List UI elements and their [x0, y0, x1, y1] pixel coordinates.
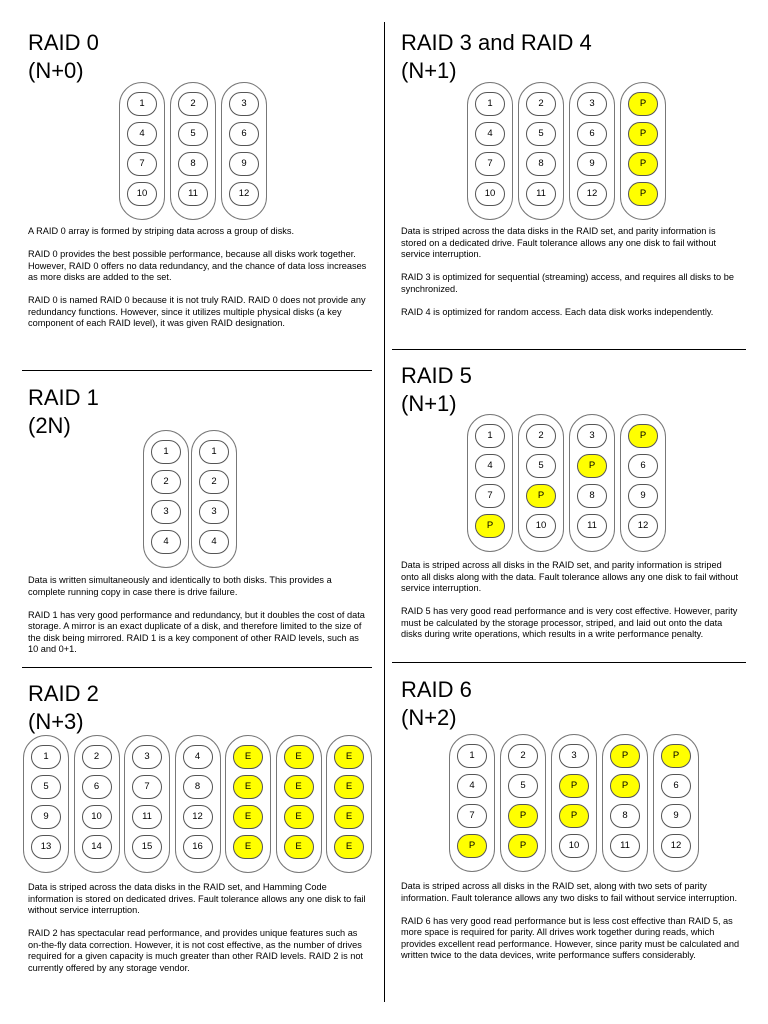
raid5-disk-column — [569, 414, 615, 552]
raid6-disk-block: P — [508, 804, 538, 828]
raid2-disk-column — [23, 735, 69, 873]
raid0-subtitle: (N+0) — [28, 58, 84, 83]
raid6-disk-block: P — [559, 804, 589, 828]
raid5-disk-block: 10 — [526, 514, 556, 538]
raid6-disk-column — [500, 734, 546, 872]
raid34-subtitle: (N+1) — [401, 58, 457, 83]
raid5-description — [401, 560, 741, 652]
raid5-title: RAID 5 — [401, 363, 472, 388]
raid1-disk-block: 2 — [151, 470, 181, 494]
raid6-disk-block: 10 — [559, 834, 589, 858]
raid34-disk-column — [620, 82, 666, 220]
divider-left-top — [22, 370, 372, 371]
raid2-disk-block: E — [334, 745, 364, 769]
raid6-disk-block: P — [559, 774, 589, 798]
raid2-disk-block: 10 — [82, 805, 112, 829]
raid6-paragraph: RAID 6 has very good read performance but is less cost effective than RAID 5, as more space is required for parity. All drives work together during reads, which provides excellent read performance. However, since parity must be calculated and written twice to the data devices, write performance suffers considerably. — [401, 915, 740, 961]
raid1-disk-block: 1 — [151, 440, 181, 464]
raid2-disk-block: E — [233, 745, 263, 769]
raid6-disk-block: 1 — [457, 744, 487, 768]
raid34-disk-block: 3 — [577, 92, 607, 116]
raid2-disk-block: E — [233, 805, 263, 829]
raid2-disk-block: 16 — [183, 835, 213, 859]
raid2-disk-block: 13 — [31, 835, 61, 859]
raid6-disk-column — [449, 734, 495, 872]
raid5-disk-block: 11 — [577, 514, 607, 538]
raid5-disk-block: 12 — [628, 514, 658, 538]
raid34-disk-block: 1 — [475, 92, 505, 116]
raid0-description — [28, 226, 368, 341]
raid0-paragraph: RAID 0 provides the best possible performance, because all disks work together. However, RAID 0 offers no data redundancy, and the chance of data loss increases as more disks are added to the set. — [28, 248, 367, 283]
raid0-disk-block: 8 — [178, 152, 208, 176]
raid6-disk-block: P — [661, 744, 691, 768]
raid0-paragraph: RAID 0 is named RAID 0 because it is not truly RAID. RAID 0 does not provide any redundancy functions. However, since it utilizes multiple physical disks (a key component of each RAID level), it was given RAID designation. — [28, 295, 366, 329]
raid34-disk-block: 2 — [526, 92, 556, 116]
raid6-disk-column — [551, 734, 597, 872]
raid0-disk-column — [221, 82, 267, 220]
raid5-disk-block: 3 — [577, 424, 607, 448]
raid34-disk-block: 7 — [475, 152, 505, 176]
raid6-disk-block: P — [457, 834, 487, 858]
raid2-subtitle: (N+3) — [28, 709, 84, 734]
raid6-title: RAID 6 — [401, 677, 472, 702]
raid34-disk-block: 8 — [526, 152, 556, 176]
raid1-title: RAID 1 — [28, 385, 99, 410]
raid6-paragraph: Data is striped across all disks in the RAID set, along with two sets of parity information. Fault tolerance allows any two disks to fail without service interruption. — [401, 881, 738, 903]
raid2-disk-block: 8 — [183, 775, 213, 799]
raid0-disk-block: 1 — [127, 92, 157, 116]
raid5-subtitle: (N+1) — [401, 391, 457, 416]
raid5-disk-block: 6 — [628, 454, 658, 478]
raid34-disk-block: 5 — [526, 122, 556, 146]
raid34-description — [401, 226, 741, 330]
raid2-disk-block: 12 — [183, 805, 213, 829]
raid2-disk-column — [276, 735, 322, 873]
raid2-disk-column — [225, 735, 271, 873]
raid2-disk-block: 11 — [132, 805, 162, 829]
raid0-disk-block: 3 — [229, 92, 259, 116]
raid5-disk-block: P — [475, 514, 505, 538]
raid34-disk-block: 10 — [475, 182, 505, 206]
raid0-disk-block: 10 — [127, 182, 157, 206]
raid0-disk-block: 6 — [229, 122, 259, 146]
raid1-description — [28, 575, 368, 667]
raid34-title: RAID 3 and RAID 4 — [401, 30, 592, 55]
raid5-disk-block: 8 — [577, 484, 607, 508]
raid1-disk-block: 4 — [151, 530, 181, 554]
raid34-disk-block: P — [628, 152, 658, 176]
raid0-disk-block: 2 — [178, 92, 208, 116]
raid34-disk-block: 6 — [577, 122, 607, 146]
raid1-subtitle: (2N) — [28, 413, 71, 438]
raid6-description — [401, 881, 741, 973]
raid5-disk-block: 9 — [628, 484, 658, 508]
raid1-disk-block: 1 — [199, 440, 229, 464]
raid6-disk-column — [602, 734, 648, 872]
divider-right-bottom — [392, 662, 746, 663]
raid2-paragraph: RAID 2 has spectacular read performance, and provides unique features such as on-the-fly data correction. However, it is not cost effective, as the number of drives required for a given capacity is much greater than other RAID levels. RAID 2 is not currently offered by any storage vendor. — [28, 928, 363, 973]
raid5-disk-block: P — [526, 484, 556, 508]
raid2-disk-block: 15 — [132, 835, 162, 859]
raid0-disk-column — [119, 82, 165, 220]
raid2-disk-block: E — [334, 805, 364, 829]
raid1-disk-block: 2 — [199, 470, 229, 494]
raid6-subtitle: (N+2) — [401, 705, 457, 730]
raid34-disk-block: 9 — [577, 152, 607, 176]
raid5-disk-block: P — [577, 454, 607, 478]
raid6-disk-block: 9 — [661, 804, 691, 828]
raid2-disk-block: 7 — [132, 775, 162, 799]
raid2-disk-block: 4 — [183, 745, 213, 769]
raid5-disk-block: 7 — [475, 484, 505, 508]
raid5-disk-column — [467, 414, 513, 552]
raid5-disk-block: P — [628, 424, 658, 448]
raid34-disk-block: P — [628, 92, 658, 116]
raid34-disk-column — [467, 82, 513, 220]
raid1-disk-column — [191, 430, 237, 568]
center-divider — [384, 22, 385, 1002]
raid0-disk-block: 11 — [178, 182, 208, 206]
raid5-disk-column — [620, 414, 666, 552]
raid34-paragraph: RAID 4 is optimized for random access. Each data disk works independently. — [401, 306, 714, 317]
raid5-disk-block: 5 — [526, 454, 556, 478]
raid2-disk-column — [124, 735, 170, 873]
raid6-disk-column — [653, 734, 699, 872]
raid5-disk-column — [518, 414, 564, 552]
raid2-disk-column — [175, 735, 221, 873]
raid1-paragraph: Data is written simultaneously and identically to both disks. This provides a complete running copy in case there is drive failure. — [28, 575, 332, 597]
raid0-paragraph: A RAID 0 array is formed by striping data across a group of disks. — [28, 226, 295, 236]
raid6-disk-block: 5 — [508, 774, 538, 798]
raid6-disk-block: 2 — [508, 744, 538, 768]
raid34-paragraph: Data is striped across the data disks in the RAID set, and parity information is stored on a dedicated drive. Fault tolerance allows any one disk to fail without service interruption. — [401, 226, 717, 260]
raid6-disk-block: 3 — [559, 744, 589, 768]
raid0-disk-block: 12 — [229, 182, 259, 206]
raid2-disk-block: 5 — [31, 775, 61, 799]
raid6-disk-block: 11 — [610, 834, 640, 858]
raid1-disk-block: 3 — [151, 500, 181, 524]
raid2-disk-block: E — [284, 805, 314, 829]
raid2-disk-column — [326, 735, 372, 873]
raid2-paragraph: Data is striped across the data disks in the RAID set, and Hamming Code information is stored on dedicated drives. Fault tolerance allows any one disk to fail without service interruption. — [28, 882, 366, 916]
raid34-paragraph: RAID 3 is optimized for sequential (streaming) access, and requires all disks to be synchronized. — [401, 272, 734, 294]
raid34-disk-block: 12 — [577, 182, 607, 206]
raid34-disk-block: P — [628, 122, 658, 146]
raid6-disk-block: 8 — [610, 804, 640, 828]
raid2-title: RAID 2 — [28, 681, 99, 706]
raid1-disk-block: 4 — [199, 530, 229, 554]
raid0-disk-block: 4 — [127, 122, 157, 146]
raid2-disk-block: E — [233, 775, 263, 799]
raid6-disk-block: 6 — [661, 774, 691, 798]
raid2-description — [28, 882, 368, 986]
raid5-disk-block: 1 — [475, 424, 505, 448]
raid6-disk-block: 4 — [457, 774, 487, 798]
divider-right-top — [392, 349, 746, 350]
raid5-paragraph: Data is striped across all disks in the RAID set, and parity information is striped onto all disks along with the data. Fault tolerance allows any one disk to fail without service interruption. — [401, 560, 739, 594]
raid2-disk-block: E — [334, 775, 364, 799]
raid5-disk-block: 4 — [475, 454, 505, 478]
raid0-title: RAID 0 — [28, 30, 99, 55]
raid6-disk-block: P — [610, 744, 640, 768]
raid2-disk-block: 14 — [82, 835, 112, 859]
raid5-paragraph: RAID 5 has very good read performance and is very cost effective. However, parity must be calculated by the storage processor, striped, and laid out onto the data disks during write operations, which results in a write performance penalty. — [401, 606, 738, 640]
raid2-disk-block: 1 — [31, 745, 61, 769]
raid1-disk-column — [143, 430, 189, 568]
raid2-disk-block: E — [284, 835, 314, 859]
raid34-disk-column — [518, 82, 564, 220]
raid0-disk-block: 9 — [229, 152, 259, 176]
raid6-disk-block: 7 — [457, 804, 487, 828]
raid34-disk-block: 4 — [475, 122, 505, 146]
raid5-disk-block: 2 — [526, 424, 556, 448]
raid6-disk-block: P — [508, 834, 538, 858]
raid1-paragraph: RAID 1 has very good performance and redundancy, but it doubles the cost of data storage. A mirror is an exact duplicate of a disk, and therefore limited to the size of the disk being mirrored. RAID 1 is a key component of other RAID levels, such as 10 and 0+1. — [28, 609, 365, 655]
raid2-disk-block: 6 — [82, 775, 112, 799]
raid34-disk-column — [569, 82, 615, 220]
raid2-disk-block: E — [334, 835, 364, 859]
raid34-disk-block: P — [628, 182, 658, 206]
raid2-disk-block: 2 — [82, 745, 112, 769]
raid2-disk-block: 3 — [132, 745, 162, 769]
raid0-disk-column — [170, 82, 216, 220]
raid2-disk-block: E — [233, 835, 263, 859]
raid0-disk-block: 7 — [127, 152, 157, 176]
raid6-disk-block: 12 — [661, 834, 691, 858]
raid6-disk-block: P — [610, 774, 640, 798]
raid0-disk-block: 5 — [178, 122, 208, 146]
raid2-disk-block: E — [284, 745, 314, 769]
raid2-disk-block: E — [284, 775, 314, 799]
raid2-disk-column — [74, 735, 120, 873]
raid1-disk-block: 3 — [199, 500, 229, 524]
raid34-disk-block: 11 — [526, 182, 556, 206]
raid2-disk-block: 9 — [31, 805, 61, 829]
